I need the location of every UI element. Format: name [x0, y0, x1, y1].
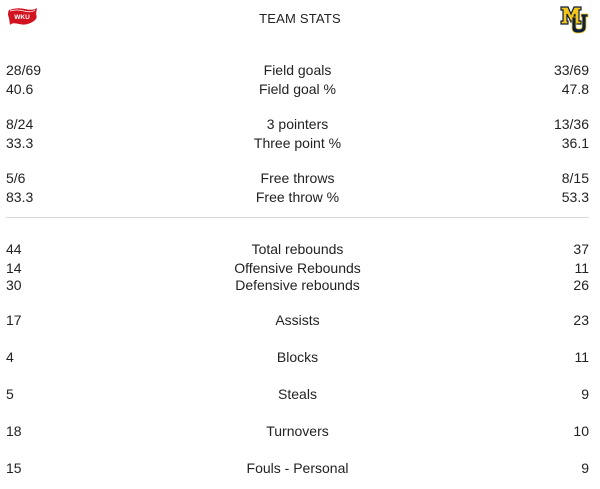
stat-row [6, 311, 589, 329]
stat-row [6, 422, 589, 440]
stat-row [6, 348, 589, 366]
stat-row [6, 80, 589, 98]
stat-row [6, 169, 589, 187]
stat-label: Three point % [253, 135, 342, 151]
right-team-value: 8/15 [561, 170, 589, 186]
left-team-value: 15 [6, 460, 22, 476]
left-team-logo-text: WKU [14, 14, 30, 21]
right-team-value: 47.8 [561, 81, 589, 97]
right-team-logo-icon [560, 5, 589, 35]
stat-row [6, 115, 589, 133]
left-team-value: 40.6 [6, 81, 34, 97]
right-team-value: 33/69 [553, 62, 589, 78]
stat-label: Total rebounds [251, 241, 344, 257]
stat-row [6, 259, 589, 277]
page-title: TEAM STATS [259, 11, 341, 26]
left-team-value: 8/24 [6, 116, 34, 132]
stat-label: Free throw % [255, 189, 340, 205]
left-team-value: 17 [6, 312, 22, 328]
stats-header [0, 0, 600, 40]
left-team-value: 83.3 [6, 189, 34, 205]
stat-row [6, 385, 589, 403]
right-team-value: 53.3 [561, 189, 589, 205]
left-team-value: 4 [6, 349, 14, 365]
left-team-value: 44 [6, 241, 22, 257]
stat-row [6, 276, 589, 294]
right-team-value: 36.1 [561, 135, 589, 151]
left-team-value: 14 [6, 260, 22, 276]
stat-label: Offensive Rebounds [234, 260, 361, 276]
left-team-value: 33.3 [6, 135, 34, 151]
right-team-value: 11 [574, 260, 589, 276]
left-team-value: 18 [6, 423, 22, 439]
right-team-value: 9 [581, 460, 589, 476]
stat-row [6, 61, 589, 79]
left-team-value: 28/69 [6, 62, 42, 78]
stat-label: Field goals [263, 62, 332, 78]
stat-label: Assists [275, 312, 320, 328]
stat-label: Defensive rebounds [235, 277, 360, 293]
right-team-value: 26 [573, 277, 589, 293]
stat-label: Fouls - Personal [246, 460, 349, 476]
stat-label: Field goal % [258, 81, 337, 97]
stat-label: 3 pointers [266, 116, 329, 132]
stat-row [6, 459, 589, 477]
left-team-value: 30 [6, 277, 22, 293]
right-team-value: 23 [573, 312, 589, 328]
right-team-value: 10 [573, 423, 589, 439]
section-divider [6, 217, 589, 218]
right-team-value: 11 [574, 349, 589, 365]
stat-label: Free throws [260, 170, 335, 186]
stat-label: Steals [278, 386, 317, 402]
right-team-value: 37 [573, 241, 589, 257]
stat-row [6, 240, 589, 258]
stat-label: Blocks [276, 349, 319, 365]
left-team-value: 5/6 [6, 170, 26, 186]
stat-row [6, 188, 589, 206]
right-team-value: 13/36 [553, 116, 589, 132]
left-team-value: 5 [6, 386, 14, 402]
stat-row [6, 134, 589, 152]
stat-label: Turnovers [266, 423, 329, 439]
right-team-value: 9 [581, 386, 589, 402]
